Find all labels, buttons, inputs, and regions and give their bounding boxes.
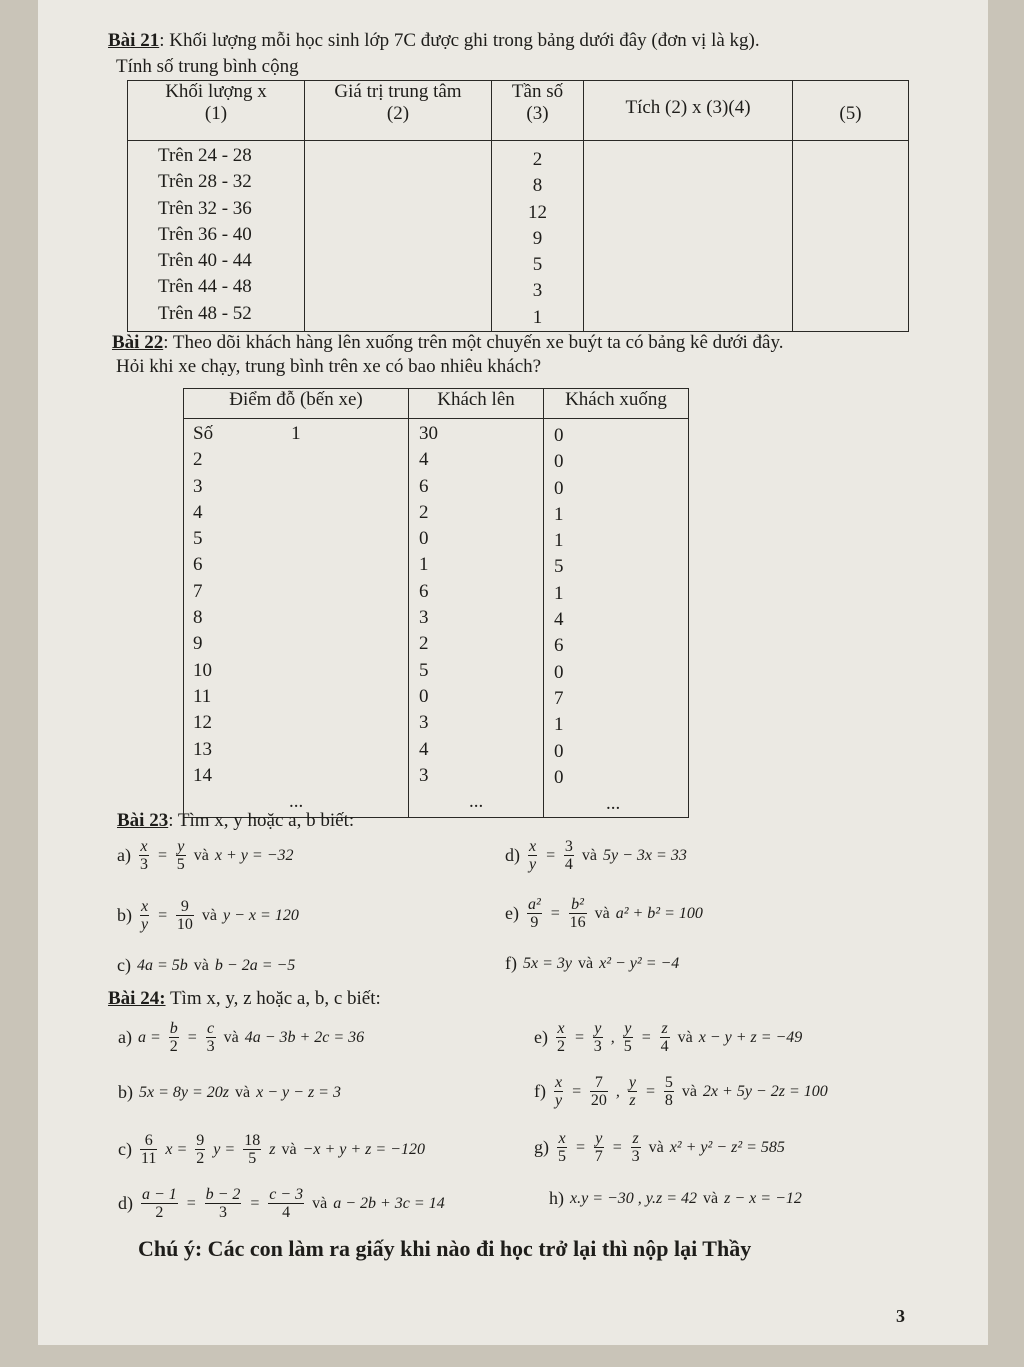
table-cell: 0 [419, 685, 429, 707]
stop-number: 1 [291, 423, 301, 444]
b23-item-b: b) $\frac{x}{y}$ = $\frac{9}{10}$ và y − x = 120 [117, 898, 299, 933]
b22-header-cell: Khách lên [409, 389, 544, 419]
table-cell: 8 [193, 607, 203, 629]
b23-heading [117, 810, 354, 832]
table-cell: 3 [419, 712, 429, 734]
b21-header-cell: Giá trị trung tâm (2) [305, 81, 492, 141]
table-cell: 9 [532, 227, 543, 249]
b21-center-col [305, 141, 492, 332]
table-cell: 0 [554, 451, 564, 473]
b21-header-cell: Tần số (3) [492, 81, 584, 141]
b23-item-e: e) $\frac{\text{a²}}{9}$ = $\frac{\text{b²}}{16}$ và a² + b² = 100 [505, 896, 703, 931]
table-cell: ... [289, 791, 304, 813]
b21-table [127, 80, 909, 332]
b23-title: Bài 23 [117, 810, 169, 831]
b22-title: Bài 22 [112, 332, 164, 353]
b21-ranges-col [128, 141, 305, 332]
b22-text: : Theo dõi khách hàng lên xuống trên một chuyến xe buýt ta có bảng kê dưới đây. [163, 332, 784, 353]
table-cell: Trên 24 - 28 [158, 145, 252, 166]
b21-col5 [793, 141, 909, 332]
table-cell [193, 421, 408, 447]
table-cell: 5 [554, 556, 564, 578]
table-cell: 3 [532, 280, 543, 302]
stop-label: Số [193, 423, 214, 444]
table-cell: 5 [193, 528, 203, 550]
b22-heading [112, 332, 783, 354]
table-cell: 4 [419, 449, 429, 471]
b23-item-a: a) $\frac{x}{3}$ = $\frac{y}{5}$ và x + y = −32 [117, 838, 294, 873]
b24-title: Bài 24: [108, 988, 166, 1009]
b22-off-col [544, 419, 689, 818]
page-number: 3 [896, 1306, 905, 1326]
b24-item-f: f) $\frac{x}{y}$ = $\frac{7}{20}$ , $\frac{y}{z}$ = $\frac{5}{8}$ và 2x + 5y − 2z = 100 [534, 1074, 828, 1109]
table-cell: 7 [554, 687, 564, 709]
table-cell: 30 [419, 423, 438, 444]
b21-freq-col [492, 141, 584, 332]
table-cell: 7 [193, 580, 203, 602]
table-cell: 1 [554, 503, 564, 525]
b23-item-d: d) $\frac{x}{y}$ = $\frac{3}{4}$ và 5y − 3x = 33 [505, 838, 687, 873]
table-cell: 8 [532, 175, 543, 197]
table-cell: 9 [193, 633, 203, 655]
table-cell: 2 [419, 501, 429, 523]
table-cell: 11 [193, 685, 212, 707]
b22-stops-col [184, 419, 409, 818]
table-cell: 4 [193, 501, 203, 523]
table-cell: Trên 48 - 52 [158, 302, 252, 324]
table-cell: 2 [532, 149, 543, 170]
b23-item-c: c) 4a = 5b và b − 2a = −5 [117, 955, 296, 975]
b21-title: Bài 21 [108, 30, 160, 51]
table-cell: Trên 32 - 36 [158, 197, 252, 219]
table-cell: Trên 40 - 44 [158, 250, 252, 272]
table-cell: 0 [554, 661, 564, 683]
b24-item-d: d) $\frac{a - 1}{2}$ = $\frac{b - 2}{3}$ = $\frac{c - 3}{4}$ và a − 2b + 3c = 14 [118, 1186, 445, 1221]
b23-text: : Tìm x, y hoặc a, b biết: [168, 810, 355, 831]
table-cell: 10 [193, 659, 212, 681]
b24-item-c: c) $\frac{6}{11}$ x = $\frac{9}{2}$ y = $\frac{18}{5}$ z và −x + y + z = −120 [118, 1132, 425, 1167]
table-cell: 1 [554, 582, 564, 604]
table-cell: 12 [528, 201, 547, 223]
table-cell: 2 [419, 633, 429, 655]
table-cell: 1 [419, 554, 429, 576]
b21-body-row [128, 141, 909, 332]
b24-item-e: e) $\frac{x}{2}$ = $\frac{y}{3}$ , $\frac{y}{5}$ = $\frac{z}{4}$ và x − y + z = −49 [534, 1020, 803, 1055]
table-cell: 5 [419, 659, 429, 681]
b21-header-cell: Khối lượng x (1) [128, 81, 305, 141]
b22-table [183, 388, 689, 818]
table-cell: 0 [554, 766, 564, 788]
b21-header-row [128, 81, 909, 141]
b24-item-h: h) x.y = −30 , y.z = 42 và z − x = −12 [549, 1188, 802, 1208]
b21-header-cell: (5) [793, 81, 909, 141]
table-cell: 0 [554, 425, 564, 446]
b21-header-cell: Tích (2) x (3)(4) [584, 81, 793, 141]
b22-body-row [184, 419, 689, 818]
table-cell: 4 [419, 738, 429, 760]
table-cell: 1 [554, 530, 564, 552]
b23-item-f: f) 5x = 3y và x² − y² = −4 [505, 953, 680, 973]
b21-product-col [584, 141, 793, 332]
table-cell: Trên 44 - 48 [158, 276, 252, 298]
table-cell: 2 [193, 449, 203, 471]
b24-text: Tìm x, y, z hoặc a, b, c biết: [165, 988, 381, 1009]
table-cell: 12 [193, 712, 212, 734]
table-cell: 6 [554, 635, 564, 657]
table-cell: 4 [554, 609, 564, 631]
footer-note: Chú ý: Các con làm ra giấy khi nào đi học trở lại thì nộp lại Thầy [138, 1236, 752, 1261]
table-cell: Trên 28 - 32 [158, 171, 252, 193]
table-cell: 0 [554, 477, 564, 499]
table-cell: ... [469, 791, 484, 813]
table-cell: 1 [532, 306, 543, 328]
b21-question: Tính số trung bình cộng [116, 56, 299, 77]
table-cell: 3 [419, 607, 429, 629]
table-cell: 6 [193, 554, 203, 576]
b24-item-g: g) $\frac{x}{5}$ = $\frac{y}{7}$ = $\frac{z}{3}$ và x² + y² − z² = 585 [534, 1130, 785, 1165]
table-cell: 13 [193, 738, 212, 760]
table-cell: 3 [419, 764, 429, 786]
table-cell: ... [606, 793, 621, 815]
table-cell: 0 [554, 740, 564, 762]
table-cell: 14 [193, 764, 212, 786]
b22-header-cell: Khách xuống [544, 389, 689, 419]
b22-question: Hỏi khi xe chạy, trung bình trên xe có bao nhiêu khách? [116, 356, 542, 377]
b21-text: : Khối lượng mỗi học sinh lớp 7C được ghi trong bảng dưới đây (đơn vị là kg). [159, 30, 760, 51]
b24-item-b: b) 5x = 8y = 20z và x − y − z = 3 [118, 1082, 341, 1102]
b24-heading [108, 988, 381, 1010]
b22-on-col [409, 419, 544, 818]
table-cell: 0 [419, 528, 429, 550]
table-cell: Trên 36 - 40 [158, 223, 252, 245]
table-cell: 5 [532, 254, 543, 276]
b24-item-a: a) a = $\frac{b}{2}$ = $\frac{c}{3}$ và 4a − 3b + 2c = 36 [118, 1020, 365, 1055]
table-cell: 6 [419, 580, 429, 602]
b22-header-row [184, 389, 689, 419]
table-cell: 6 [419, 475, 429, 497]
table-cell: 3 [193, 475, 203, 497]
table-cell: 1 [554, 714, 564, 736]
b21-heading [108, 30, 760, 52]
b22-header-cell: Điểm đỗ (bến xe) [184, 389, 409, 419]
